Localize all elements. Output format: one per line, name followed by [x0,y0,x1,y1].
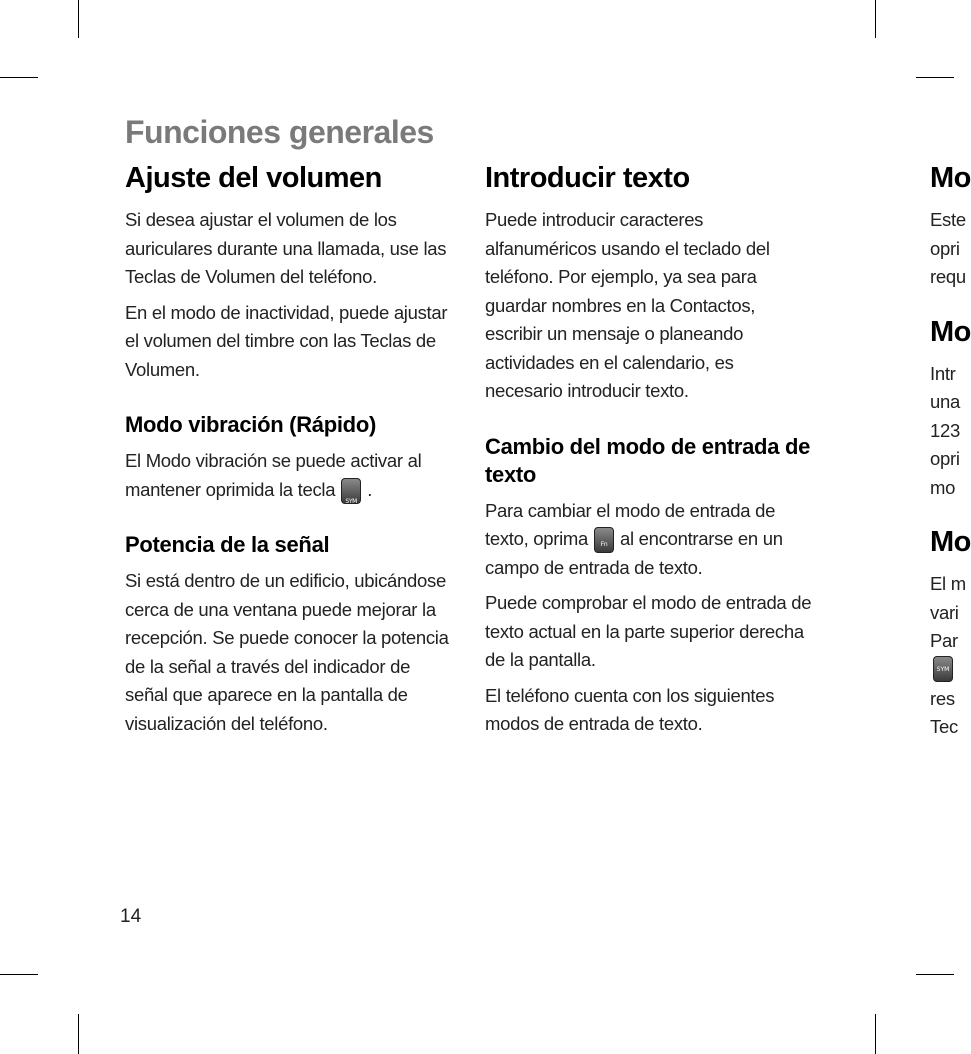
paragraph-text-input: Puede introducir caracteres alfanuméricos usando el teclado del teléfono. Por ejemplo, ya sea para guardar nombres en la Contactos, escribir un mensaje o planeando actividades en el calendario, es necesario introducir texto. [485,209,770,401]
left-column [125,160,455,745]
paragraph-mode-1: Para cambiar el modo de entrada de texto, oprima Fn al encontrarse en un campo de entrada de texto. [485,499,783,578]
paragraph-mode-3: El teléfono cuenta con los siguientes modos de entrada de texto. [485,684,775,734]
heading-signal: Potencia de la señal [125,532,330,557]
heading-clipped-1: Mo [930,162,971,194]
crop-mark [78,1014,79,1054]
clipped-line: Este opri requ [930,209,966,287]
paragraph-vibration: El Modo vibración se puede activar al mantener oprimida la tecla SYM . [125,450,422,505]
middle-column [485,160,815,746]
paragraph-vibration-text: El Modo vibración se puede activar al mantener oprimida la tecla [125,450,422,500]
paragraph-signal: Si está dentro de un edificio, ubicándose cerca de una ventana puede mejorar la recepción. Se puede conocer la potencia de la señal a través del indicador de señal que aparece en la pantalla de visualización del teléfono. [125,570,449,734]
crop-mark [916,974,954,975]
heading-clipped-3: Mo [930,526,971,558]
heading-vibration: Modo vibración (Rápido) [125,412,376,437]
sym-key-icon: SYM [933,656,953,682]
paragraph-volume-2: En el modo de inactividad, puede ajustar el volumen del timbre con las Teclas de Volumen. [125,301,448,380]
heading-text-input: Introducir texto [485,162,690,194]
heading-clipped-2: Mo [930,315,971,348]
crop-mark [875,1014,876,1054]
section-title: Funciones generales [125,114,434,150]
sym-key-icon: SYM [341,478,361,504]
crop-mark [78,0,79,38]
paragraph-mode-2: Puede comprobar el modo de entrada de texto actual en la parte superior derecha de la pantalla. [485,592,812,670]
page-number: 14 [120,906,142,927]
crop-mark [0,77,38,78]
crop-mark [916,77,954,78]
right-column-clipped [930,160,971,742]
crop-mark [875,0,876,38]
clipped-line: El m vari Par SYM res Tec [930,573,966,737]
heading-volume: Ajuste del volumen [125,162,382,194]
fn-key-icon: Fn [594,527,614,553]
paragraph-volume-1: Si desea ajustar el volumen de los auriculares durante una llamada, use las Teclas de Volumen del teléfono. [125,209,447,287]
crop-mark [0,974,38,975]
heading-mode-change: Cambio del modo de entrada de texto [485,433,811,487]
clipped-line: Intr una 123 opri mo [930,362,960,498]
